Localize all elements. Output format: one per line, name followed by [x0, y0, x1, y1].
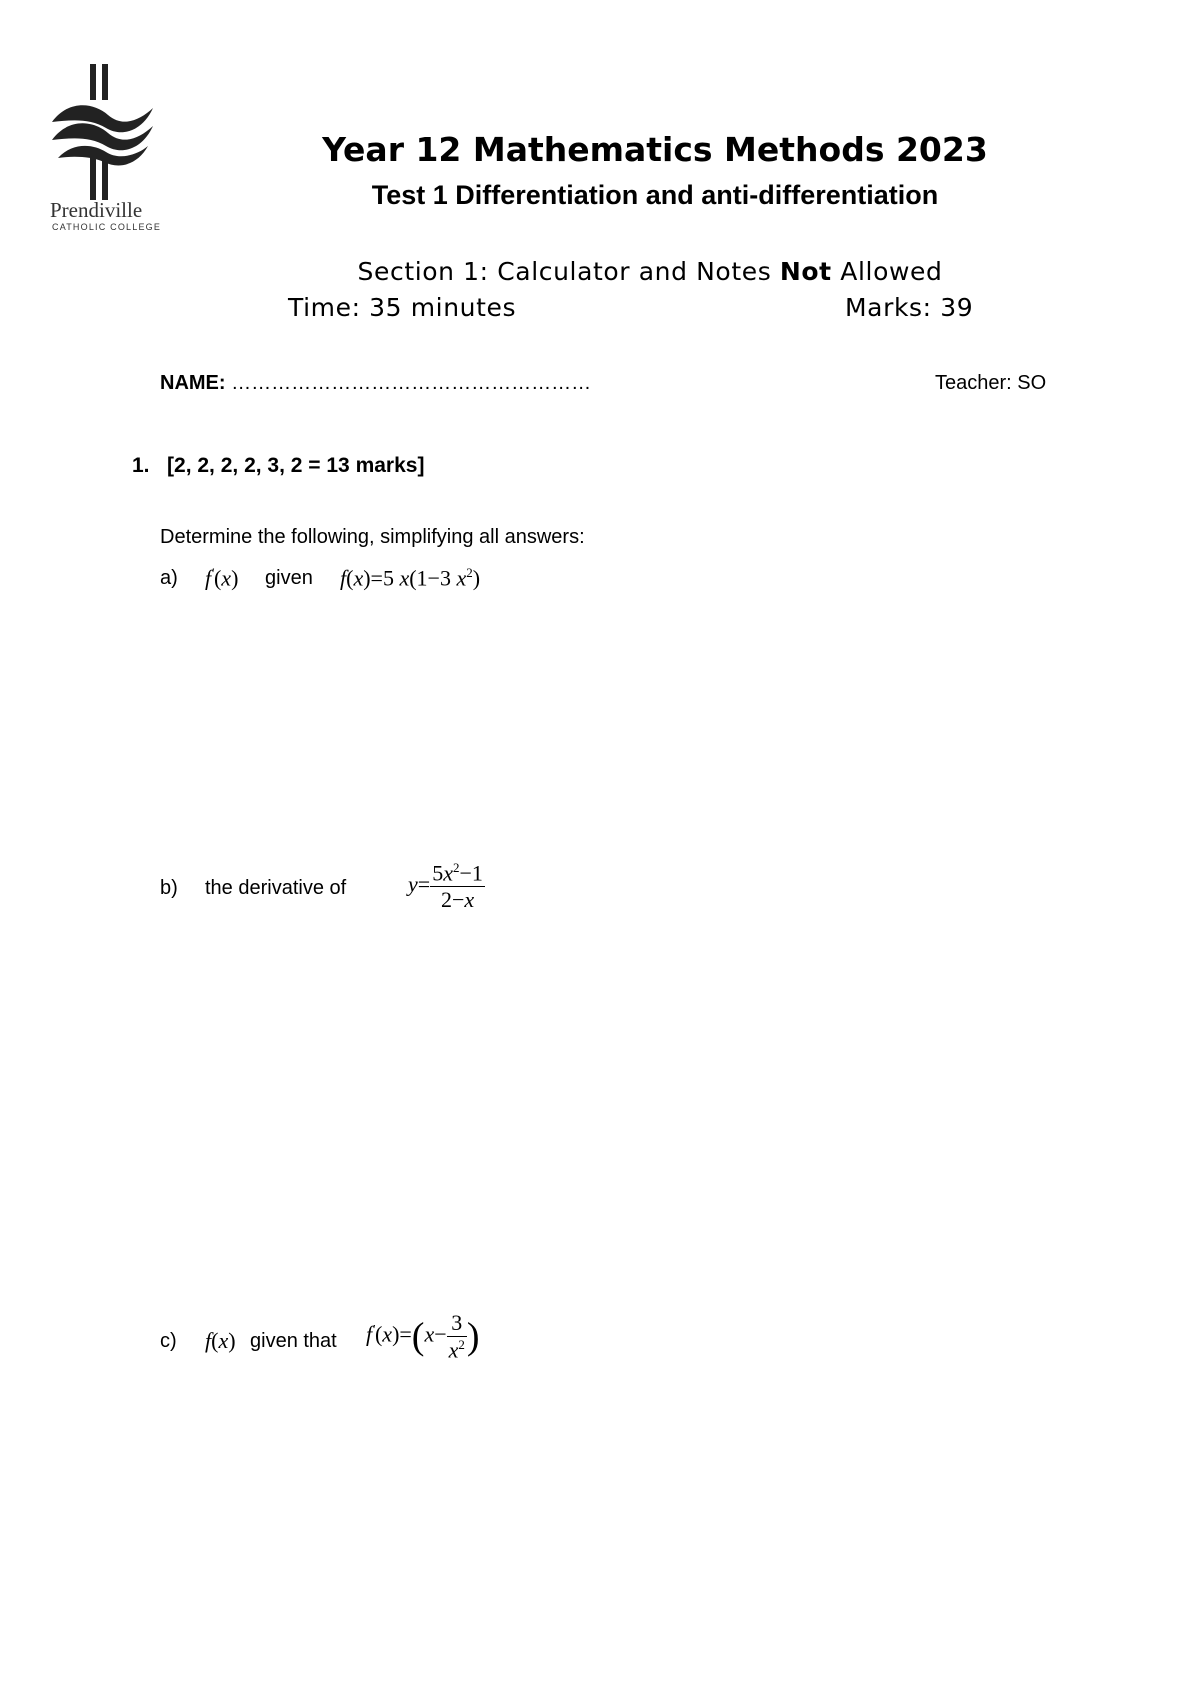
part-b-function-expr: y= $\frac{5x^2-1}{2-x}$	[408, 860, 483, 913]
time-allowed: Time: 35 minutes	[288, 293, 517, 322]
question-marks: [2, 2, 2, 2, 3, 2 = 13 marks]	[167, 454, 425, 477]
section-suffix: Allowed	[831, 257, 943, 286]
question-1-heading	[132, 454, 424, 478]
page-title: Year 12 Mathematics Methods 2023	[322, 130, 988, 169]
part-a-derivative-expr: f′(x)	[205, 565, 239, 591]
section-heading	[0, 257, 1200, 286]
part-a-label: a)	[160, 567, 178, 589]
school-name: Prendiville	[50, 198, 143, 222]
test-subtitle: Test 1 Differentiation and anti-differentiation	[371, 180, 939, 210]
section-emphasis: Not	[779, 257, 832, 286]
part-c-text: given that	[250, 1330, 337, 1352]
part-c-derivative-expr: f′(x)=(x− $\frac{3}{x^2}$ )	[366, 1310, 480, 1363]
school-subtitle: CATHOLIC COLLEGE	[52, 222, 162, 232]
part-c-label: c)	[160, 1330, 177, 1352]
part-a-text: given	[265, 567, 313, 589]
question-instruction: Determine the following, simplifying all answers:	[160, 526, 585, 548]
part-b-text: the derivative of	[205, 877, 347, 899]
section-prefix: Section 1: Calculator and Notes	[357, 257, 780, 286]
question-number: 1.	[132, 454, 150, 477]
teacher-label: Teacher: SO	[935, 372, 1047, 394]
part-a-function-expr: f(x)=5 x(1−3 $x^2$)	[340, 565, 481, 591]
part-c-function-expr: f(x)	[205, 1328, 236, 1353]
total-marks: Marks: 39	[845, 293, 974, 322]
part-b-label: b)	[160, 877, 178, 899]
name-label: NAME:	[160, 372, 226, 394]
name-dots: ………………………………………………	[231, 372, 592, 394]
name-field[interactable]	[160, 372, 591, 395]
